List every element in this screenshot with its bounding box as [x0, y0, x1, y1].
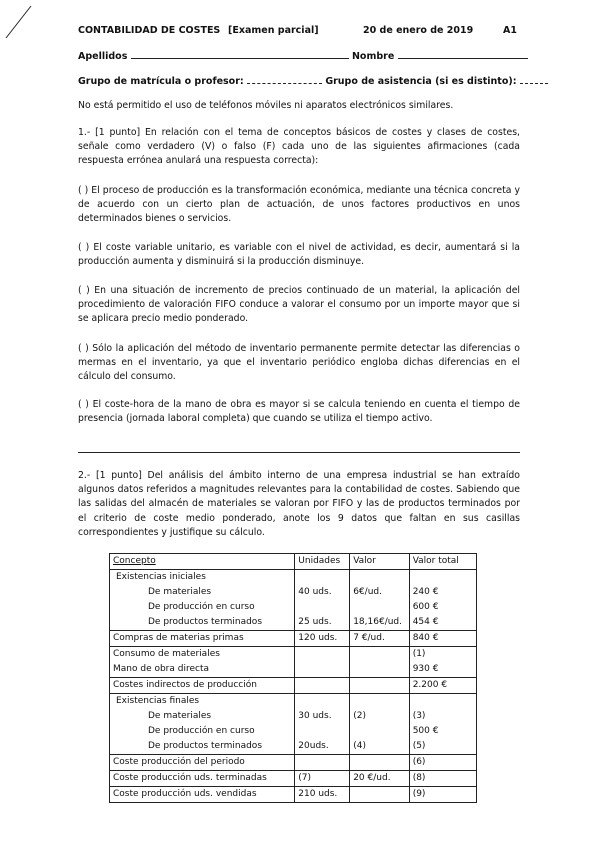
table-row — [110, 709, 477, 724]
table-row — [110, 755, 477, 771]
row-units: 210 uds. — [295, 787, 350, 803]
row-total: 840 € — [409, 631, 476, 647]
row-total: (1) — [409, 647, 476, 663]
row-total: (5) — [409, 739, 476, 755]
exam-code: A1 — [503, 25, 517, 36]
row-units — [295, 724, 350, 739]
statement-2: ( ) El coste variable unitario, es variable con el nivel de actividad, es decir, aumentará si la producción aumenta y disminuirá si la producción disminuye. — [78, 242, 520, 268]
table-row — [110, 787, 477, 803]
header-value: Valor — [350, 554, 409, 570]
row-concept: Compras de materias primas — [110, 631, 295, 647]
row-units: (7) — [295, 771, 350, 787]
statement-4: ( ) Sólo la aplicación del método de inventario permanente permite detectar las diferencias o mermas en el inventario, ya que el inventario periódico engloba dichas diferencias en el cálculo del consumo. — [78, 343, 520, 383]
row-total — [409, 570, 476, 586]
row-total: (3) — [409, 709, 476, 724]
header-concept: Concepto — [110, 554, 295, 570]
row-concept: Costes indirectos de producción — [110, 678, 295, 694]
exam-type: [Examen parcial] — [228, 25, 319, 36]
attendance-field[interactable] — [520, 74, 548, 84]
row-total: 930 € — [409, 662, 476, 678]
question-2-intro: 2.- [1 punto] Del análisis del ámbito interno de una empresa industrial se han extraído algunos datos referidos a magnitudes relevantes para la contabilidad de costes. Sabiendo que las salidas del almacén de materiales se valoran por FIFO y las de productos terminados por el criterio de coste medio ponderado, anote los 9 datos que faltan en sus casillas correspondientes y justifique su cálculo. — [78, 470, 520, 538]
table-row — [110, 615, 477, 631]
surname-label: Apellidos — [78, 51, 128, 62]
row-value: 6€/ud. — [350, 585, 409, 600]
row-total: 454 € — [409, 615, 476, 631]
name-label: Nombre — [351, 51, 395, 62]
phone-notice: No está permitido el uso de teléfonos móviles ni aparatos electrónicos similares. — [78, 100, 454, 111]
table-row — [110, 647, 477, 663]
table-row — [110, 771, 477, 787]
table-row — [110, 724, 477, 739]
row-value: (2) — [350, 709, 409, 724]
row-units — [295, 662, 350, 678]
header-units: Unidades — [295, 554, 350, 570]
row-value — [350, 570, 409, 586]
surname-field[interactable] — [131, 49, 349, 59]
row-total: (6) — [409, 755, 476, 771]
name-field[interactable] — [398, 49, 528, 59]
table-row — [110, 662, 477, 678]
row-value — [350, 600, 409, 615]
row-units — [295, 570, 350, 586]
table-row — [110, 739, 477, 755]
row-units: 20uds. — [295, 739, 350, 755]
row-value — [350, 724, 409, 739]
row-value: 18,16€/ud. — [350, 615, 409, 631]
row-total: (9) — [409, 787, 476, 803]
row-total — [409, 694, 476, 710]
row-value — [350, 787, 409, 803]
group-field[interactable] — [247, 74, 322, 84]
table-row — [110, 631, 477, 647]
row-value — [350, 694, 409, 710]
table-row — [110, 600, 477, 615]
row-units: 40 uds. — [295, 585, 350, 600]
row-concept: De producción en curso — [110, 600, 295, 615]
row-units — [295, 647, 350, 663]
row-value: (4) — [350, 739, 409, 755]
row-concept: Consumo de materiales — [110, 647, 295, 663]
attendance-label: Grupo de asistencia (si es distinto): — [325, 76, 517, 87]
row-concept: Existencias finales — [110, 694, 295, 710]
row-value: 7 €/ud. — [350, 631, 409, 647]
row-concept: Mano de obra directa — [110, 662, 295, 678]
row-concept: De productos terminados — [110, 739, 295, 755]
question-1-intro: 1.- [1 punto] En relación con el tema de conceptos básicos de costes y clases de costes, señale como verdadero (V) o falso (F) cada uno de las siguientes afirmaciones (cada respuesta errónea anulará una respuesta correcta): — [78, 127, 520, 167]
group-label: Grupo de matrícula o profesor: — [78, 76, 244, 87]
table-row — [110, 585, 477, 600]
row-concept: De materiales — [110, 585, 295, 600]
table-header-row — [110, 554, 477, 570]
row-value — [350, 647, 409, 663]
row-units — [295, 694, 350, 710]
row-units — [295, 755, 350, 771]
row-value — [350, 678, 409, 694]
table-row — [110, 570, 477, 586]
header-total: Valor total — [409, 554, 476, 570]
row-concept: De materiales — [110, 709, 295, 724]
row-concept: Coste producción uds. vendidas — [110, 787, 295, 803]
row-units — [295, 678, 350, 694]
statement-1: ( ) El proceso de producción es la transformación económica, mediante una técnica concreta y de acuerdo con un cierto plan de actuación, de unos factores productivos en unos determinados bienes o servicios. — [78, 185, 520, 225]
row-value — [350, 755, 409, 771]
exam-date: 20 de enero de 2019 — [363, 25, 474, 36]
row-total: 500 € — [409, 724, 476, 739]
row-value: 20 €/ud. — [350, 771, 409, 787]
name-row — [78, 49, 518, 62]
row-units: 25 uds. — [295, 615, 350, 631]
row-total: 2.200 € — [409, 678, 476, 694]
subject-title: CONTABILIDAD DE COSTES — [78, 25, 221, 36]
row-total: (8) — [409, 771, 476, 787]
statement-3: ( ) En una situación de incremento de precios continuado de un material, la aplicación del procedimiento de valoración FIFO conduce a valorar el consumo por un importe mayor que si se aplicara precio medio ponderado. — [78, 285, 520, 325]
row-concept: Coste producción uds. terminadas — [110, 771, 295, 787]
table-row — [110, 694, 477, 710]
row-units — [295, 600, 350, 615]
row-concept: De producción en curso — [110, 724, 295, 739]
statement-5: ( ) El coste-hora de la mano de obra es mayor si se calcula teniendo en cuenta el tiempo de presencia (jornada laboral completa) que cuando se utiliza el tiempo activo. — [78, 399, 520, 425]
row-concept: Existencias iniciales — [110, 570, 295, 586]
cost-table — [109, 553, 477, 803]
row-units: 120 uds. — [295, 631, 350, 647]
row-total: 240 € — [409, 585, 476, 600]
section-divider — [78, 452, 520, 453]
table-row — [110, 678, 477, 694]
row-concept: De productos terminados — [110, 615, 295, 631]
group-row — [78, 74, 518, 87]
row-total: 600 € — [409, 600, 476, 615]
row-units: 30 uds. — [295, 709, 350, 724]
corner-pen-mark — [4, 4, 34, 40]
row-concept: Coste producción del periodo — [110, 755, 295, 771]
row-value — [350, 662, 409, 678]
